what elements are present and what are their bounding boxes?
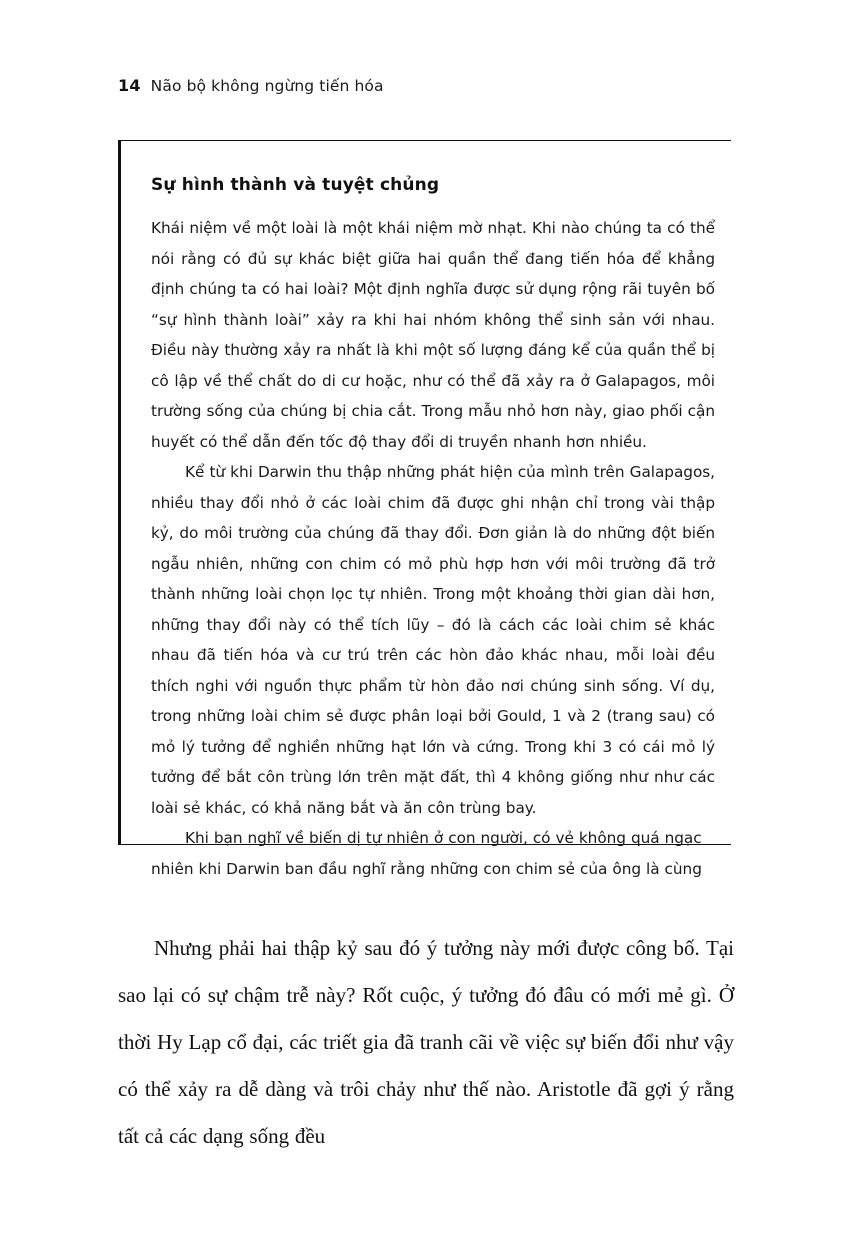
- callout-heading: Sự hình thành và tuyệt chủng: [151, 175, 440, 195]
- body-text: [118, 925, 734, 1160]
- callout-box: [118, 140, 731, 878]
- body-paragraph: Nhưng phải hai thập kỷ sau đó ý tưởng này mới được công bố. Tại sao lại có sự chậm trễ này? Rốt cuộc, ý tưởng đó đâu có mới mẻ gì. Ở thời Hy Lạp cổ đại, các triết gia đã tranh cãi về việc sự biến đổi như vậy có thể xảy ra dễ dàng và trôi chảy như thế nào. Aristotle đã gợi ý rằng tất cả các dạng sống đều: [118, 936, 734, 1148]
- callout-paragraph: Khái niệm về một loài là một khái niệm mờ nhạt. Khi nào chúng ta có thể nói rằng có đủ sự khác biệt giữa hai quần thể đang tiến hóa để khẳng định chúng ta có hai loài? Một định nghĩa được sử dụng rộng rãi tuyên bố “sự hình thành loài” xảy ra khi hai nhóm không thể sinh sản với nhau. Điều này thường xảy ra nhất là khi một số lượng đáng kể của quần thể bị cô lập về thể chất do di cư hoặc, như có thể đã xảy ra ở Galapagos, môi trường sống của chúng bị chia cắt. Trong mẫu nhỏ hơn này, giao phối cận huyết có thể dẫn đến tốc độ thay đổi di truyền nhanh hơn nhiều.: [151, 219, 715, 451]
- page-number: 14: [118, 76, 141, 95]
- running-head: [118, 76, 384, 95]
- callout-paragraph: Khi bạn nghĩ về biến dị tự nhiên ở con người, có vẻ không quá ngạc nhiên khi Darwin ban đầu nghĩ rằng những con chim sẻ của ông là cùng: [151, 829, 702, 878]
- callout-paragraph: Kể từ khi Darwin thu thập những phát hiện của mình trên Galapagos, nhiều thay đổi nhỏ ở các loài chim đã được ghi nhận chỉ trong vài thập kỷ, do môi trường của chúng đã thay đổi. Đơn giản là do những đột biến ngẫu nhiên, những con chim có mỏ phù hợp hơn với môi trường đã trở thành những loài chọn lọc tự nhiên. Trong một khoảng thời gian dài hơn, những thay đổi này có thể tích lũy – đó là cách các loài chim sẻ khác nhau đã tiến hóa và cư trú trên các hòn đảo khác nhau, mỗi loài đều thích nghi với nguồn thực phẩm từ hòn đảo nơi chúng sinh sống. Ví dụ, trong những loài chim sẻ được phân loại bởi Gould, 1 và 2 (trang sau) có mỏ lý tưởng để nghiền những hạt lớn và cứng. Trong khi 3 có cái mỏ lý tưởng để bắt côn trùng lớn trên mặt đất, thì 4 không giống như như các loài sẻ khác, có khả năng bắt và ăn côn trùng bay.: [151, 463, 715, 817]
- chapter-title: Não bộ không ngừng tiến hóa: [150, 77, 384, 95]
